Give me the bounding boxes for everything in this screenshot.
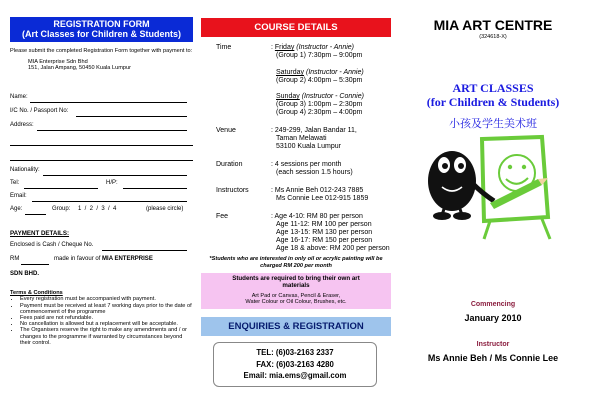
- course-details-column: [201, 0, 391, 387]
- saturday-label: Saturday: [276, 69, 305, 76]
- payee-name: MIA ENTERPRISE: [102, 255, 153, 262]
- terms-item: • Fees paid are not refundable.: [20, 315, 193, 321]
- favour-text: made in favour of: [54, 255, 101, 262]
- duration-line-2: (each session 1.5 hours): [276, 169, 353, 176]
- address-line-3[interactable]: [10, 152, 193, 163]
- payee-name-suffix: SDN BHD.: [10, 270, 40, 277]
- payee-address: 151, Jalan Ampang, 50450 Kuala Lumpur: [28, 65, 131, 72]
- email-field[interactable]: [10, 193, 193, 204]
- tel-label: Tel:: [10, 179, 20, 186]
- terms-item: • Every registration must be accompanied with payment.: [20, 296, 193, 302]
- venue-line-1: : 249-299, Jalan Bandar 11,: [271, 127, 357, 134]
- nationality-field[interactable]: [10, 167, 193, 178]
- fee-label: Fee: [216, 213, 229, 220]
- group-options[interactable]: 1 / 2 / 3 / 4: [78, 205, 117, 212]
- materials-line-2: Water Colour or Oil Colour, Brushes, etc.: [245, 299, 347, 306]
- cash-cheque-field[interactable]: [10, 242, 193, 253]
- venue-line-3: 53100 Kuala Lumpur: [276, 143, 341, 150]
- instructors-label: Instructors: [216, 187, 249, 194]
- email-label: Email:: [10, 192, 27, 199]
- cover-column: [400, 0, 586, 363]
- saturday-instructor: (Instructor - Annie): [305, 69, 364, 76]
- mascot-illustration: [400, 131, 586, 241]
- payment-details-heading: PAYMENT DETAILS:: [10, 229, 70, 237]
- registration-form-header: [10, 17, 193, 42]
- duration-row: [201, 161, 391, 177]
- fee-line: Age 18 & above: RM 200 per person: [276, 245, 390, 252]
- contact-box: [213, 342, 377, 387]
- instructor-1: : Ms Annie Beh 012-243 7885: [271, 187, 364, 194]
- centre-name: MIA ART CENTRE: [433, 17, 553, 33]
- fee-row: [201, 213, 391, 253]
- registration-form-title: REGISTRATION FORM: [53, 19, 150, 29]
- address-label: Address:: [10, 121, 34, 128]
- hp-label: H/P:: [106, 179, 118, 186]
- address-field[interactable]: [10, 122, 193, 133]
- duration-line-1: : 4 sessions per month: [271, 161, 342, 168]
- payee-company: MIA Enterprise Sdn Bhd: [28, 58, 88, 65]
- contact-email[interactable]: Email: mia.ems@gmail.com: [243, 371, 347, 381]
- group-label: Group:: [52, 205, 71, 212]
- duration-label: Duration: [216, 161, 243, 168]
- cash-cheque-label: Enclosed is Cash / Cheque No.: [10, 241, 94, 248]
- address-line-2[interactable]: [10, 137, 193, 148]
- terms-item: • The Organisers reserve the right to make any amendments and / or changes to the programme if warranted by circumstances beyond their control.: [20, 327, 193, 346]
- art-classes-title: ART CLASSES: [452, 81, 534, 95]
- sunday-instructor: (Instructor - Connie): [301, 93, 364, 100]
- enquiries-header: ENQUIRIES & REGISTRATION: [201, 317, 391, 336]
- name-field[interactable]: [10, 94, 193, 105]
- commencing-date: January 2010: [464, 313, 522, 323]
- ic-passport-label: I/C No. / Passport No:: [10, 107, 69, 114]
- venue-label: Venue: [216, 127, 236, 134]
- group1-time: (Group 1) 7:30pm – 9:00pm: [276, 52, 363, 59]
- materials-heading: Students are required to bring their own art materials: [232, 275, 360, 290]
- name-label: Name:: [10, 93, 28, 100]
- art-classes-subtitle: (for Children & Students): [426, 95, 560, 109]
- group2-time: (Group 2) 4:00pm – 5:30pm: [276, 77, 363, 84]
- circle-note: (please circle): [146, 205, 184, 212]
- instructor-2: Ms Connie Lee 012-915 1859: [276, 195, 369, 202]
- chinese-title: 小孩及学生美术班: [449, 117, 537, 130]
- contact-tel: TEL: (6)03-2163 2337: [256, 348, 334, 358]
- rm-label: RM: [10, 255, 20, 262]
- contact-fax: FAX: (6)03-2163 4280: [256, 359, 334, 369]
- registration-form-column: [10, 0, 193, 346]
- registration-form-subtitle: (Art Classes for Children & Students): [21, 29, 182, 39]
- tel-hp-field[interactable]: [10, 180, 193, 191]
- instructors-row: [201, 187, 391, 203]
- course-details-header: COURSE DETAILS: [201, 18, 391, 37]
- terms-item: • Payment must be received at least 7 working days prior to the date of commencement of the programme: [20, 303, 193, 315]
- terms-item: • No cancellation is allowed but a replacement will be acceptable.: [20, 321, 193, 327]
- sunday-label: Sunday: [276, 93, 300, 100]
- age-label: Age:: [10, 205, 23, 212]
- oil-acrylic-note: *Students who are interested in only oil or acrylic painting will be charged RM 200 per month: [209, 256, 383, 269]
- ic-passport-field[interactable]: [10, 108, 193, 119]
- fee-line: Age 16-17: RM 150 per person: [276, 237, 373, 244]
- time-row: Time : Friday (Instructor - Annie) (Group 1) 7:30pm – 9:00pm Saturday (Instructor - Annie) (Group 2) 4:00pm – 5:30pm Sunday (Instructor - Connie) (Group 3) 1:00pm – 2:30pm (Group 4) 2:30pm – 4:00pm: [201, 44, 391, 117]
- group3-time: (Group 3) 1:00pm – 2:30pm: [276, 101, 363, 108]
- friday-instructor: (Instructor - Annie): [296, 44, 354, 51]
- friday-label: Friday: [274, 44, 295, 51]
- submission-instruction: Please submit the completed Registration Form together with payment to:: [10, 48, 193, 54]
- instructor-names: Ms Annie Beh / Ms Connie Lee: [427, 353, 559, 363]
- age-group-field[interactable]: [10, 206, 193, 217]
- commencing-label: Commencing: [470, 301, 516, 308]
- materials-line-1: Art Pad or Canvas, Pencil & Eraser,: [251, 292, 341, 299]
- venue-line-2: Taman Melawati: [276, 135, 327, 142]
- nationality-label: Nationality:: [10, 166, 40, 173]
- materials-box: [201, 273, 391, 309]
- fee-line: : Age 4-10: RM 80 per person: [271, 213, 363, 220]
- instructor-label: Instructor: [476, 341, 510, 348]
- registration-number: (324618-X): [479, 34, 507, 40]
- venue-row: [201, 127, 391, 151]
- rm-amount-field[interactable]: [10, 256, 193, 267]
- terms-list: [10, 296, 193, 346]
- mascot-painting-icon: [400, 131, 586, 241]
- time-label: Time: [216, 44, 232, 51]
- group4-time: (Group 4) 2:30pm – 4:00pm: [276, 109, 363, 116]
- fee-line: Age 13-15: RM 130 per person: [276, 229, 373, 236]
- fee-line: Age 11-12: RM 100 per person: [276, 221, 372, 228]
- terms-heading: Terms & Conditions: [10, 289, 63, 296]
